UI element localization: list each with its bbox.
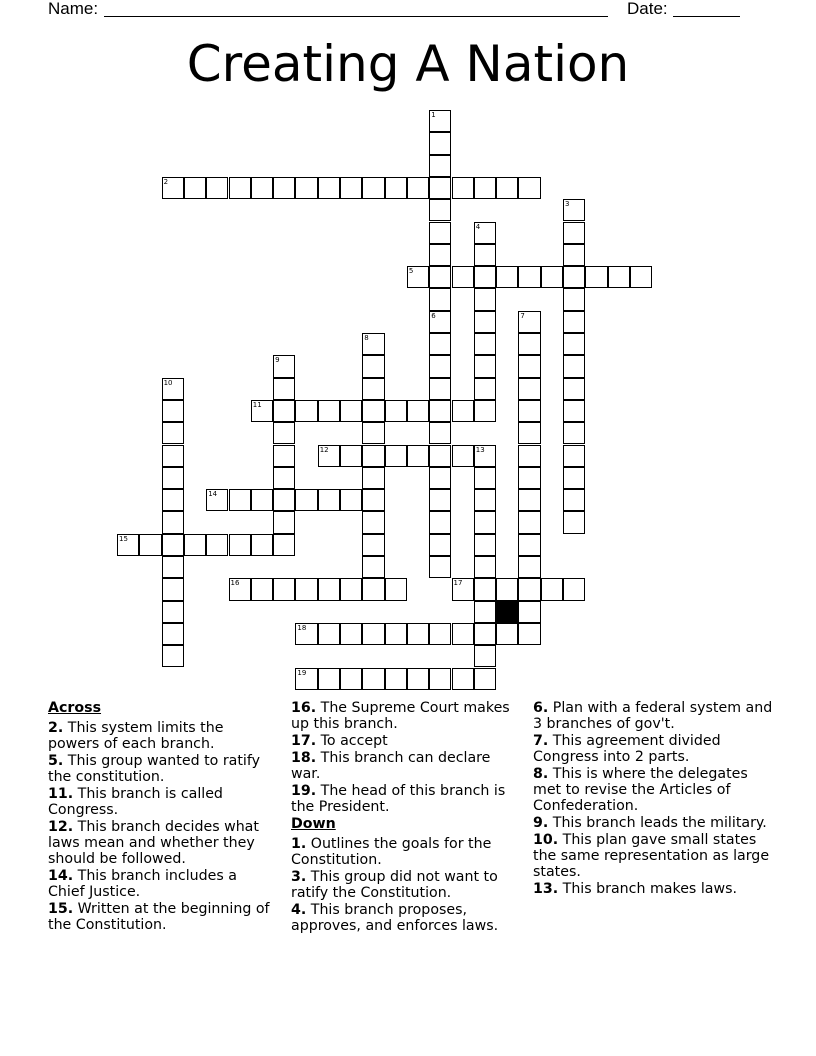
grid-cell[interactable] [340,177,362,199]
grid-cell[interactable] [385,578,407,600]
grid-cell[interactable] [407,623,429,645]
grid-cell[interactable] [340,623,362,645]
grid-cell[interactable] [563,400,585,422]
grid-cell[interactable] [407,445,429,467]
grid-cell[interactable] [229,489,251,511]
clue-number-label: 8. [533,766,549,782]
grid-cell[interactable] [474,623,496,645]
grid-cell[interactable] [429,199,451,221]
grid-cell[interactable] [385,445,407,467]
grid-cell[interactable] [474,400,496,422]
clue-number: 2 [163,177,169,186]
grid-cell[interactable] [251,534,273,556]
grid-cell[interactable] [429,132,451,154]
shaded-cell [496,601,518,623]
grid-cell[interactable] [295,400,317,422]
grid-cell[interactable] [407,266,429,288]
clue-column-3 [533,700,773,898]
grid-cell[interactable] [452,400,474,422]
grid-cell[interactable] [273,445,295,467]
clue-text: 9. This branch leads the military. [533,815,767,831]
grid-cell[interactable] [362,400,384,422]
grid-cell[interactable] [273,422,295,444]
grid-cell[interactable] [251,177,273,199]
grid-cell[interactable] [273,400,295,422]
clue-number-label: 14. [48,868,74,884]
grid-cell[interactable] [206,534,228,556]
grid-cell[interactable] [474,601,496,623]
clue-column-2 [291,700,521,935]
grid-cell[interactable] [429,333,451,355]
grid-cell[interactable] [496,623,518,645]
clue-text: 16. The Supreme Court makes up this branch. [291,700,510,732]
grid-cell[interactable] [362,511,384,533]
clue-column-1 [48,700,278,934]
grid-cell[interactable] [452,266,474,288]
grid-cell[interactable] [429,244,451,266]
grid-cell[interactable] [407,400,429,422]
grid-cell[interactable] [340,400,362,422]
clue-text: 1. Outlines the goals for the Constitution. [291,836,492,868]
grid-cell[interactable] [518,534,540,556]
grid-cell[interactable] [117,534,139,556]
grid-cell[interactable] [273,467,295,489]
grid-cell[interactable] [251,578,273,600]
grid-cell[interactable] [563,355,585,377]
grid-cell[interactable] [496,177,518,199]
grid-cell[interactable] [429,222,451,244]
grid-cell[interactable] [541,578,563,600]
grid-cell[interactable] [474,511,496,533]
grid-cell[interactable] [362,355,384,377]
grid-cell[interactable] [563,333,585,355]
grid-cell[interactable] [429,556,451,578]
clue-number: 18 [297,623,307,632]
grid-cell[interactable] [162,556,184,578]
clue-number: 15 [119,534,128,543]
grid-cell[interactable] [318,668,340,690]
grid-cell[interactable] [184,177,206,199]
clue-text: 5. This group wanted to ratify the constitution. [48,753,261,785]
grid-cell[interactable] [362,333,384,355]
grid-cell[interactable] [273,177,295,199]
grid-cell[interactable] [162,489,184,511]
grid-cell[interactable] [318,177,340,199]
grid-cell[interactable] [563,244,585,266]
grid-cell[interactable] [273,355,295,377]
clue-text: 3. This group did not want to ratify the Constitution. [291,869,498,901]
grid-cell[interactable] [563,199,585,221]
grid-cell[interactable] [474,333,496,355]
grid-cell[interactable] [474,378,496,400]
grid-cell[interactable] [295,578,317,600]
grid-cell[interactable] [474,578,496,600]
grid-cell[interactable] [474,355,496,377]
clue-number-label: 17. [291,733,317,749]
grid-cell[interactable] [429,288,451,310]
grid-cell[interactable] [251,400,273,422]
across-heading: Across [48,700,102,716]
grid-cell[interactable] [429,110,451,132]
grid-cell[interactable] [318,400,340,422]
clue-number: 8 [364,334,369,342]
grid-cell[interactable] [518,601,540,623]
clue-number: 12 [319,445,329,454]
grid-cell[interactable] [362,489,384,511]
grid-cell[interactable] [251,489,273,511]
clue-text: 11. This branch is called Congress. [48,786,223,818]
grid-cell[interactable] [340,489,362,511]
grid-cell[interactable] [563,311,585,333]
clue-number: 6 [431,311,436,320]
clue-number-label: 16. [291,700,317,716]
clue-number-label: 9. [533,815,549,831]
clue-number-label: 15. [48,901,74,917]
grid-cell[interactable] [474,489,496,511]
grid-cell[interactable] [429,400,451,422]
name-label: Name: [48,0,99,18]
clue-number: 16 [230,579,240,588]
grid-cell[interactable] [563,467,585,489]
grid-cell[interactable] [362,422,384,444]
page-title: Creating A Nation [186,35,630,93]
clue-number: 11 [252,400,262,409]
grid-cell[interactable] [162,534,184,556]
grid-cell[interactable] [518,511,540,533]
clue-number: 19 [297,668,307,677]
grid-cell[interactable] [518,578,540,600]
grid-cell[interactable] [474,177,496,199]
grid-cell[interactable] [429,355,451,377]
clue-text: 12. This branch decides what laws mean and whether they should be followed. [48,819,259,867]
grid-cell[interactable] [318,445,340,467]
clue-text: 8. This is where the delegates met to revise the Articles of Confederation. [533,766,748,814]
grid-cell[interactable] [407,668,429,690]
clue-number: 5 [408,267,414,276]
grid-cell[interactable] [362,445,384,467]
grid-cell[interactable] [518,266,540,288]
clue-number-label: 1. [291,836,307,852]
grid-cell[interactable] [474,534,496,556]
grid-cell[interactable] [362,578,384,600]
grid-cell[interactable] [518,623,540,645]
grid-cell[interactable] [518,445,540,467]
grid-cell[interactable] [273,489,295,511]
clue-number: 9 [275,356,280,365]
grid-cell[interactable] [518,489,540,511]
grid-cell[interactable] [452,445,474,467]
down-heading: Down [291,816,336,832]
grid-cell[interactable] [362,556,384,578]
grid-cell[interactable] [162,400,184,422]
grid-cell[interactable] [229,534,251,556]
grid-cell[interactable] [362,623,384,645]
clue-number-label: 19. [291,783,317,799]
grid-cell[interactable] [563,266,585,288]
grid-cell[interactable] [385,400,407,422]
grid-cell[interactable] [474,645,496,667]
grid-cell[interactable] [452,578,474,600]
grid-cell[interactable] [474,266,496,288]
clue-number: 1 [431,111,436,119]
grid-cell[interactable] [385,623,407,645]
grid-cell[interactable] [474,222,496,244]
grid-cell[interactable] [295,623,317,645]
grid-cell[interactable] [318,623,340,645]
grid-cell[interactable] [184,534,206,556]
grid-cell[interactable] [563,511,585,533]
grid-cell[interactable] [429,155,451,177]
grid-cell[interactable] [608,266,630,288]
grid-cell[interactable] [563,378,585,400]
grid-cell[interactable] [429,445,451,467]
grid-cell[interactable] [518,556,540,578]
grid-cell[interactable] [429,422,451,444]
grid-cell[interactable] [362,467,384,489]
grid-cell[interactable] [318,578,340,600]
grid-cell[interactable] [518,177,540,199]
clue-text: 7. This agreement divided Congress into 2 parts. [533,733,721,765]
grid-cell[interactable] [429,534,451,556]
clue-text: 18. This branch can declare war. [291,750,491,782]
grid-cell[interactable] [452,668,474,690]
clue-text: 14. This branch includes a Chief Justice. [48,868,237,900]
grid-cell[interactable] [541,266,563,288]
grid-cell[interactable] [429,177,451,199]
grid-cell[interactable] [139,534,161,556]
clue-number-label: 2. [48,720,64,736]
grid-cell[interactable] [162,177,184,199]
grid-cell[interactable] [563,222,585,244]
grid-cell[interactable] [385,177,407,199]
grid-cell[interactable] [474,288,496,310]
clue-number: 10 [163,378,173,387]
clue-number: 13 [475,445,485,454]
grid-cell[interactable] [474,311,496,333]
clue-number-label: 7. [533,733,549,749]
grid-cell[interactable] [162,445,184,467]
grid-cell[interactable] [429,511,451,533]
grid-cell[interactable] [229,177,251,199]
grid-cell[interactable] [318,489,340,511]
grid-cell[interactable] [162,467,184,489]
clue-number: 17 [453,579,463,588]
grid-cell[interactable] [295,177,317,199]
grid-cell[interactable] [340,578,362,600]
grid-cell[interactable] [429,489,451,511]
grid-cell[interactable] [563,578,585,600]
grid-cell[interactable] [630,266,652,288]
grid-cell[interactable] [429,668,451,690]
clue-text: 10. This plan gave small states the same representation as large states. [533,832,770,880]
grid-cell[interactable] [429,467,451,489]
grid-cell[interactable] [474,556,496,578]
grid-cell[interactable] [362,378,384,400]
grid-cell[interactable] [295,668,317,690]
grid-cell[interactable] [206,489,228,511]
clue-number-label: 5. [48,753,64,769]
grid-cell[interactable] [162,645,184,667]
grid-cell[interactable] [429,266,451,288]
grid-cell[interactable] [563,445,585,467]
grid-cell[interactable] [273,511,295,533]
clue-number: 14 [208,490,218,499]
grid-cell[interactable] [518,378,540,400]
grid-cell[interactable] [452,177,474,199]
clue-text: 17. To accept [291,733,388,749]
clue-number: 4 [475,222,481,231]
clue-number-label: 18. [291,750,317,766]
grid-cell[interactable] [429,311,451,333]
clue-number-label: 4. [291,902,307,918]
clue-number-label: 3. [291,869,307,885]
grid-cell[interactable] [585,266,607,288]
clue-text: 2. This system limits the powers of each branch. [48,720,224,752]
clue-number-label: 6. [533,700,549,716]
grid-cell[interactable] [362,668,384,690]
grid-cell[interactable] [362,534,384,556]
grid-cell[interactable] [206,177,228,199]
grid-cell[interactable] [385,668,407,690]
grid-cell[interactable] [518,422,540,444]
grid-cell[interactable] [563,288,585,310]
clue-text: 4. This branch proposes, approves, and enforces laws. [291,902,499,934]
grid-cell[interactable] [563,422,585,444]
grid-cell[interactable] [518,355,540,377]
grid-cell[interactable] [273,578,295,600]
grid-cell[interactable] [162,623,184,645]
clue-number: 3 [565,200,570,209]
grid-cell[interactable] [518,400,540,422]
grid-cell[interactable] [362,177,384,199]
grid-cell[interactable] [452,623,474,645]
clue-number-label: 10. [533,832,559,848]
grid-cell[interactable] [496,266,518,288]
clue-text: 19. The head of this branch is the President. [291,783,506,815]
grid-cell[interactable] [162,378,184,400]
grid-cell[interactable] [518,311,540,333]
clue-text: 15. Written at the beginning of the Constitution. [48,901,270,933]
clue-number-label: 13. [533,881,559,897]
grid-cell[interactable] [474,244,496,266]
grid-cell[interactable] [474,668,496,690]
grid-cell[interactable] [295,489,317,511]
grid-cell[interactable] [273,534,295,556]
grid-cell[interactable] [162,601,184,623]
grid-cell[interactable] [229,578,251,600]
grid-cell[interactable] [273,378,295,400]
grid-cell[interactable] [407,177,429,199]
grid-cell[interactable] [162,422,184,444]
grid-cell[interactable] [563,489,585,511]
clue-text: 6. Plan with a federal system and 3 branches of gov't. [533,700,773,732]
grid-cell[interactable] [429,378,451,400]
date-label: Date: [627,0,668,18]
grid-cell[interactable] [340,668,362,690]
clue-number: 7 [520,311,525,320]
clue-text: 13. This branch makes laws. [533,881,737,897]
grid-cell[interactable] [518,467,540,489]
grid-cell[interactable] [474,467,496,489]
grid-cell[interactable] [162,511,184,533]
grid-cell[interactable] [518,333,540,355]
grid-cell[interactable] [340,445,362,467]
grid-cell[interactable] [496,578,518,600]
clue-number-label: 11. [48,786,74,802]
grid-cell[interactable] [429,623,451,645]
grid-cell[interactable] [474,445,496,467]
clue-number-label: 12. [48,819,74,835]
grid-cell[interactable] [162,578,184,600]
